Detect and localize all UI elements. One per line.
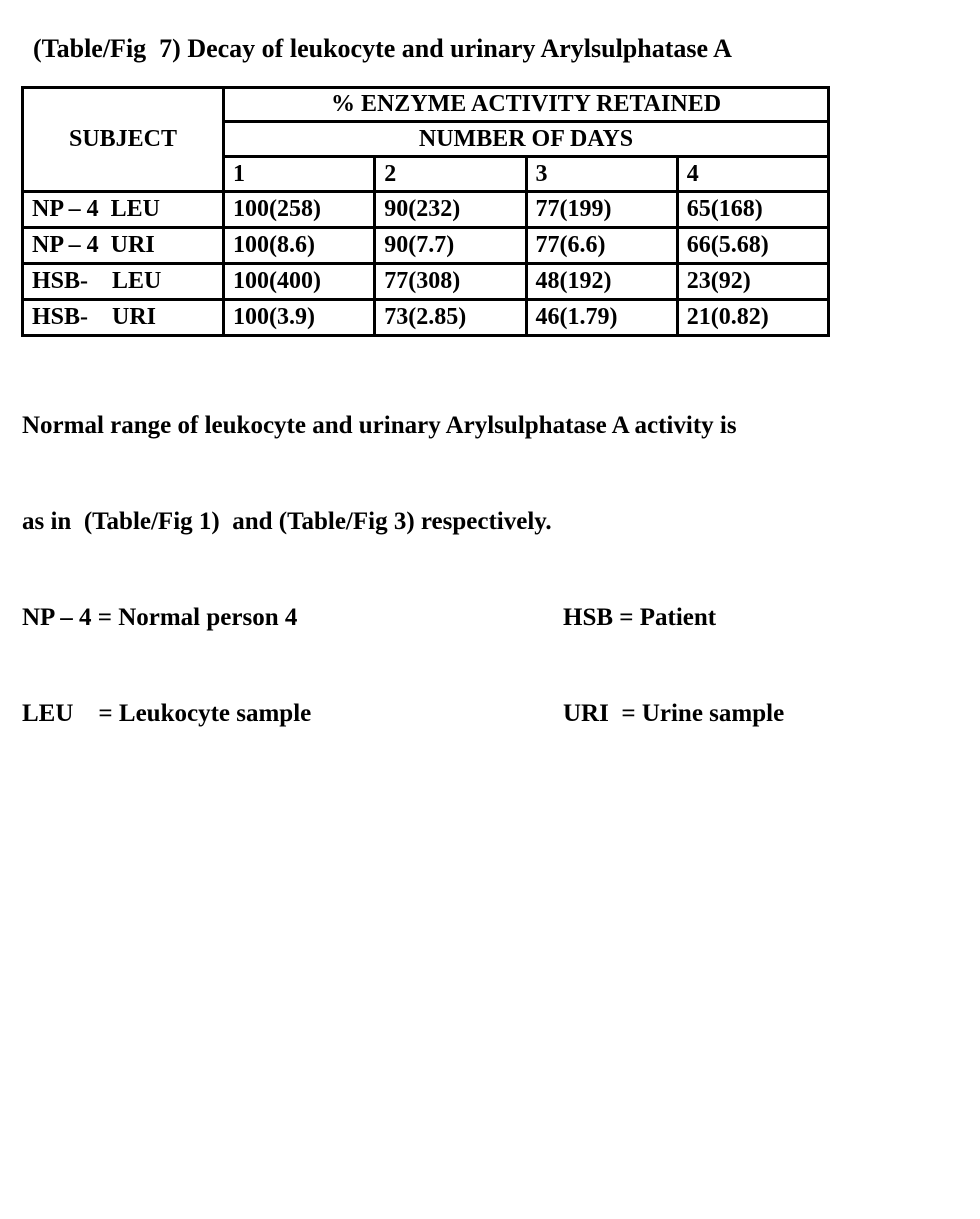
day-1-header: 1 <box>224 157 375 192</box>
legend-hsb-definition: HSB = Patient <box>563 604 717 631</box>
legend-np4-definition: NP – 4 = Normal person 4 <box>22 604 298 631</box>
figure-title: (Table/Fig 7) Decay of leukocyte and urinary Arylsulphatase A <box>33 34 732 63</box>
table-row <box>23 228 829 264</box>
value-cell: 100(400) <box>224 264 375 300</box>
number-of-days-header: NUMBER OF DAYS <box>224 122 829 157</box>
table-row <box>23 192 829 228</box>
enzyme-decay-table <box>21 86 830 337</box>
value-cell: 23(92) <box>677 264 828 300</box>
value-cell: 77(308) <box>375 264 526 300</box>
table-row <box>23 264 829 300</box>
day-3-header: 3 <box>526 157 677 192</box>
footnotes-block <box>22 346 962 794</box>
enzyme-activity-header: % ENZYME ACTIVITY RETAINED <box>224 88 829 122</box>
value-cell: 100(258) <box>224 192 375 228</box>
legend-uri-definition: URI = Urine sample <box>563 700 785 727</box>
value-cell: 73(2.85) <box>375 300 526 336</box>
subject-cell: HSB- URI <box>23 300 224 336</box>
legend-leu-definition: LEU = Leukocyte sample <box>22 700 312 727</box>
table-row <box>23 300 829 336</box>
value-cell: 90(232) <box>375 192 526 228</box>
value-cell: 21(0.82) <box>677 300 828 336</box>
value-cell: 66(5.68) <box>677 228 828 264</box>
subject-cell: HSB- LEU <box>23 264 224 300</box>
normal-range-note-line-2: as in (Table/Fig 1) and (Table/Fig 3) respectively. <box>22 508 552 535</box>
value-cell: 90(7.7) <box>375 228 526 264</box>
value-cell: 77(6.6) <box>526 228 677 264</box>
value-cell: 48(192) <box>526 264 677 300</box>
subject-cell: NP – 4 LEU <box>23 192 224 228</box>
subject-column-header: SUBJECT <box>23 88 224 192</box>
value-cell: 46(1.79) <box>526 300 677 336</box>
legend-row-1 <box>22 602 962 634</box>
legend-row-2 <box>22 698 962 730</box>
subject-cell: NP – 4 URI <box>23 228 224 264</box>
normal-range-note-line-1: Normal range of leukocyte and urinary Arylsulphatase A activity is <box>22 412 737 439</box>
value-cell: 65(168) <box>677 192 828 228</box>
day-2-header: 2 <box>375 157 526 192</box>
value-cell: 100(3.9) <box>224 300 375 336</box>
day-4-header: 4 <box>677 157 828 192</box>
table-header-row-activity <box>23 88 829 122</box>
value-cell: 100(8.6) <box>224 228 375 264</box>
value-cell: 77(199) <box>526 192 677 228</box>
